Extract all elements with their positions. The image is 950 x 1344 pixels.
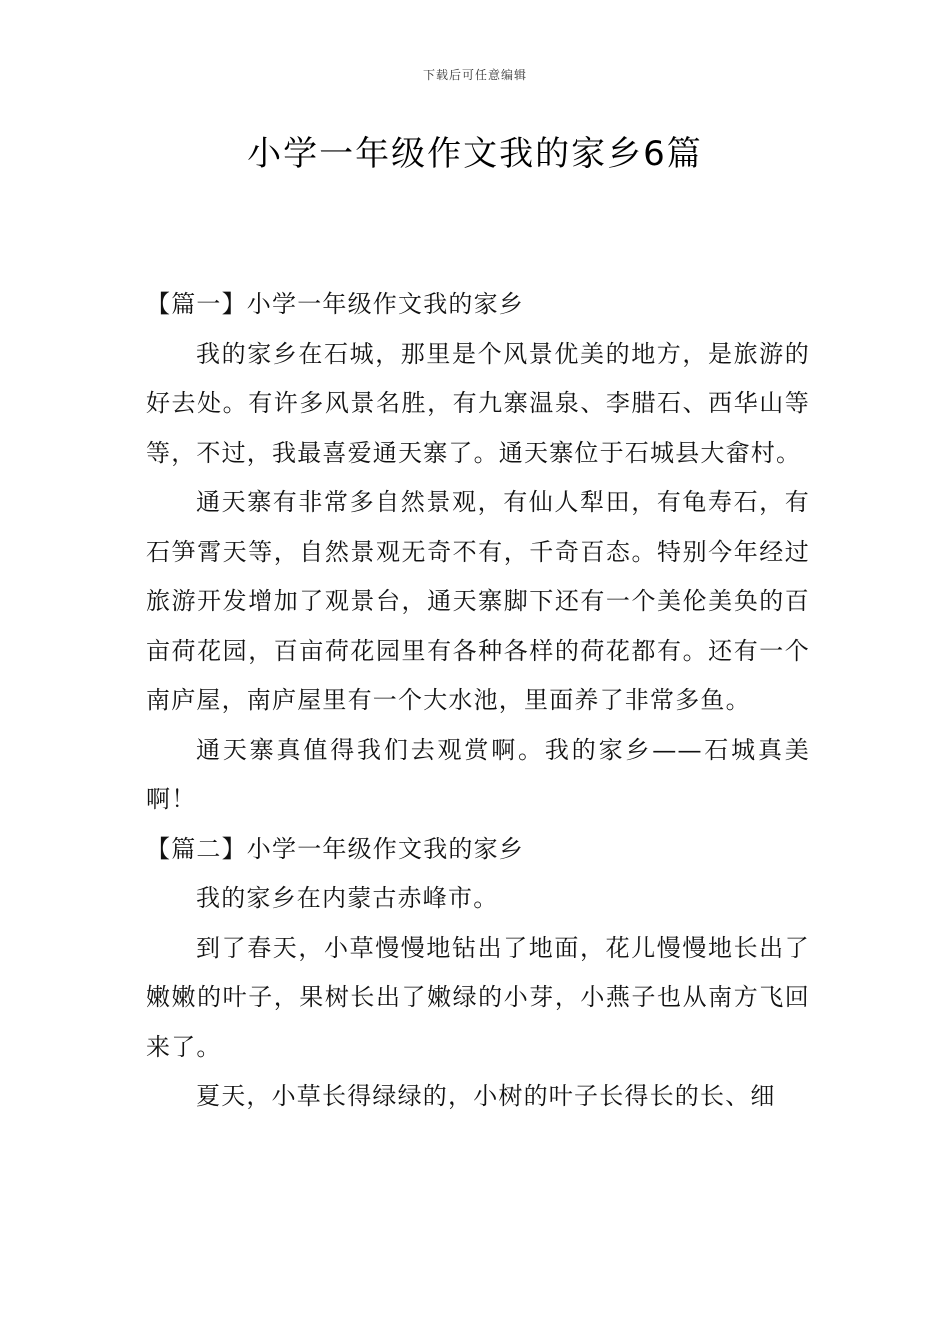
section-heading-1: 【篇一】小学一年级作文我的家乡: [146, 290, 524, 318]
section-heading-2: 【篇二】小学一年级作文我的家乡: [146, 834, 524, 863]
document-title: 小学一年级作文我的家乡6篇: [247, 134, 703, 174]
paragraph: 我的家乡在内蒙古赤峰市。: [196, 884, 499, 912]
paragraph: 夏天，小草长得绿绿的，小树的叶子长得长的长、细: [196, 1082, 776, 1110]
document-body: [146, 280, 810, 1122]
paragraph: 我的家乡在石城，那里是个风景优美的地方，是旅游的好去处。有许多风景名胜，有九寨温泉、李腊石、西华山等等，不过，我最喜爱通天寨了。通天寨位于石城县大畲村。: [146, 339, 810, 467]
paragraph: 到了春天，小草慢慢地钻出了地面，花儿慢慢地长出了嫩嫩的叶子，果树长出了嫩绿的小芽，小燕子也从南方飞回来了。: [146, 933, 810, 1061]
paragraph: 通天寨有非常多自然景观，有仙人犁田，有龟寿石，有石笋霄天等，自然景观无奇不有，千奇百态。特别今年经过旅游开发增加了观景台，通天寨脚下还有一个美伦美奂的百亩荷花园，百亩荷花园里有各种各样的荷花都有。还有一个南庐屋，南庐屋里有一个大水池，里面养了非常多鱼。: [146, 488, 810, 714]
header-note: 下载后可任意编辑: [422, 68, 527, 82]
paragraph: 通天寨真值得我们去观赏啊。我的家乡——石城真美啊！: [146, 735, 810, 813]
